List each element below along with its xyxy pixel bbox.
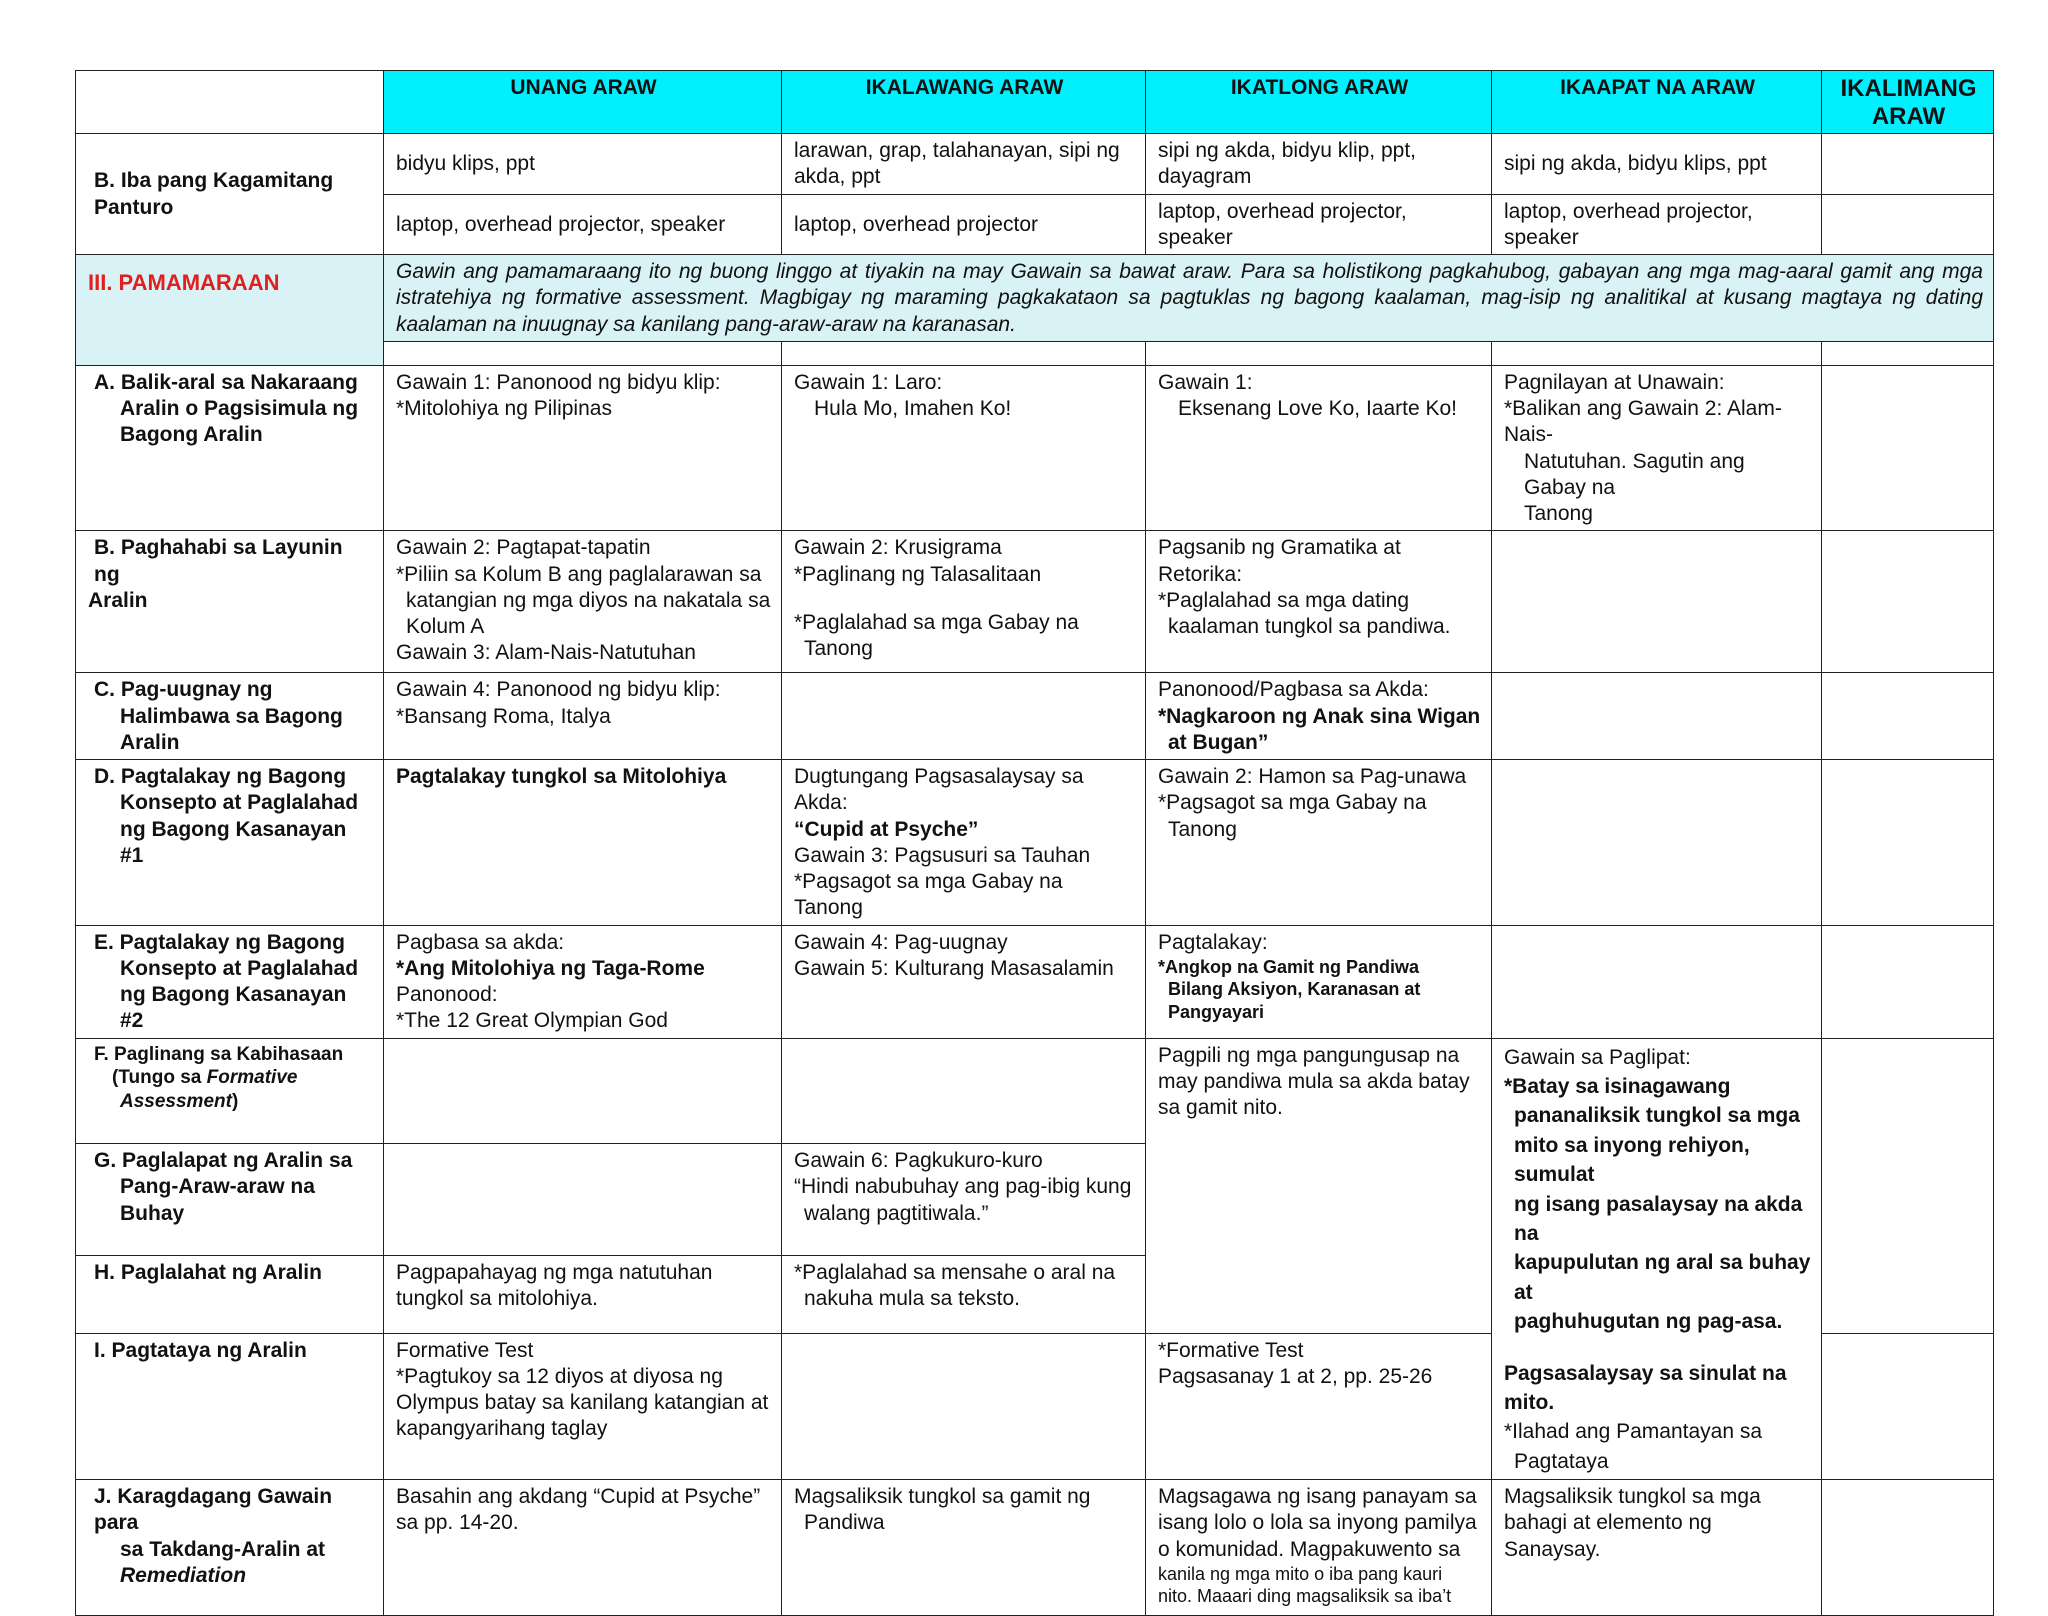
kagamitan-r1-d1: bidyu klips, ppt [384,134,782,195]
kagamitan-r2-d5 [1822,194,1994,255]
row-b-d1: Gawain 2: Pagtapat-tapatin *Piliin sa Kolum B ang paglalarawan sa katangian ng mga diyos na nakatala sa Kolum A Gawain 3: Alam-Nais-Natutuhan [384,531,782,673]
row-fgh-d3: Pagpili ng mga pangungusap na may pandiwa mula sa akda batay sa gamit nito. [1146,1038,1492,1333]
pamamaraan-label: III. PAMAMARAAN [88,270,280,296]
row-g-d2: Gawain 6: Pagkukuro-kuro “Hindi nabubuhay ang pag-ibig kung walang pagtitiwala.” [782,1144,1146,1256]
kagamitan-r1-d3: sipi ng akda, bidyu klip, ppt, dayagram [1146,134,1492,195]
spacer-d4 [1492,341,1822,365]
row-e-pagtalakay-2 [76,925,1994,1038]
spacer-d5 [1822,341,1994,365]
row-i-d5 [1822,1333,1994,1480]
row-i-d1: Formative Test *Pagtukoy sa 12 diyos at diyosa ng Olympus batay sa kanilang katangian at kapangyarihang taglay [384,1333,782,1480]
row-a-label: A. Balik-aral sa Nakaraang Aralin o Pagsisimula ng Bagong Aralin [76,365,384,531]
row-d-pagtalakay-1 [76,760,1994,926]
header-day-3: IKATLONG ARAW [1146,71,1492,134]
header-day-1: UNANG ARAW [384,71,782,134]
row-d-d5 [1822,760,1994,926]
kagamitan-r2-d1: laptop, overhead projector, speaker [384,194,782,255]
row-e-d5 [1822,925,1994,1038]
row-d-d2: Dugtungang Pagsasalaysay sa Akda: “Cupid at Psyche” Gawain 3: Pagsusuri sa Tauhan *Pagsagot sa mga Gabay na Tanong [782,760,1146,926]
row-g-d1 [384,1144,782,1256]
row-d-d1: Pagtalakay tungkol sa Mitolohiya [384,760,782,926]
header-day-2: IKALAWANG ARAW [782,71,1146,134]
pamamaraan-label-cell [76,255,384,366]
kagamitan-row-1 [76,134,1994,195]
row-e-d2: Gawain 4: Pag-uugnay Gawain 5: Kulturang Masasalamin [782,925,1146,1038]
kagamitan-r2-d2: laptop, overhead projector [782,194,1146,255]
row-b-d3: Pagsanib ng Gramatika at Retorika: *Paglalahad sa mga dating kaalaman tungkol sa pandiwa. [1146,531,1492,673]
row-h-d1: Pagpapahayag ng mga natutuhan tungkol sa mitolohiya. [384,1255,782,1333]
kagamitan-r2-d3: laptop, overhead projector, speaker [1146,194,1492,255]
spacer-d1 [384,341,782,365]
row-d-d3: Gawain 2: Hamon sa Pag-unawa *Pagsagot sa mga Gabay na Tanong [1146,760,1492,926]
kagamitan-r1-d2: larawan, grap, talahanayan, sipi ng akda, ppt [782,134,1146,195]
row-c-d1: Gawain 4: Panonood ng bidyu klip: *Bansang Roma, Italya [384,673,782,760]
row-b-label: B. Paghahabi sa Layunin ng Aralin [76,531,384,673]
row-j-d5 [1822,1480,1994,1616]
row-fghi-d4: Gawain sa Paglipat: *Batay sa isinagawang pananaliksik tungkol sa mga mito sa inyong rehiyon, sumulat ng isang pasalaysay na akda na kapupulutan ng aral sa buhay at paghuhugutan ng pag-asa. Pagsasalaysay sa sinulat na mito. *Ilahad ang Pamantayan sa Pagtataya [1492,1038,1822,1479]
row-e-d1: Pagbasa sa akda: *Ang Mitolohiya ng Taga-Rome Panonood: *The 12 Great Olympian God [384,925,782,1038]
row-e-d4 [1492,925,1822,1038]
kagamitan-label: B. Iba pang Kagamitang Panturo [76,134,384,255]
kagamitan-r1-d4: sipi ng akda, bidyu klips, ppt [1492,134,1822,195]
header-row [76,71,1994,134]
row-i-d2 [782,1333,1146,1480]
row-a-d3: Gawain 1: Eksenang Love Ko, Iaarte Ko! [1146,365,1492,531]
row-f-paglinang [76,1038,1994,1143]
row-f-label: F. Paglinang sa Kabihasaan (Tungo sa Formative Assessment) [76,1038,384,1143]
row-b-d5 [1822,531,1994,673]
spacer-d3 [1146,341,1492,365]
row-j-karagdagang-gawain [76,1480,1994,1616]
kagamitan-r2-d4: laptop, overhead projector, speaker [1492,194,1822,255]
row-g-label: G. Paglalapat ng Aralin sa Pang-Araw-araw na Buhay [76,1144,384,1256]
row-i-label: I. Pagtataya ng Aralin [76,1333,384,1480]
row-c-d4 [1492,673,1822,760]
row-j-d3: Magsagawa ng isang panayam sa isang lolo o lola sa inyong pamilya o komunidad. Magpakuwento sa kanila ng mga mito o iba pang kauri nito. Maaari ding magsaliksik sa iba’t [1146,1480,1492,1616]
daily-lesson-log-table [75,70,1994,1616]
row-h-label: H. Paglalahat ng Aralin [76,1255,384,1333]
row-i-d3: *Formative Test Pagsasanay 1 at 2, pp. 25-26 [1146,1333,1492,1480]
row-d-label: D. Pagtalakay ng Bagong Konsepto at Paglalahad ng Bagong Kasanayan #1 [76,760,384,926]
row-e-label: E. Pagtalakay ng Bagong Konsepto at Paglalahad ng Bagong Kasanayan #2 [76,925,384,1038]
header-blank-cell [76,71,384,134]
row-j-label: J. Karagdagang Gawain para sa Takdang-Aralin at Remediation [76,1480,384,1616]
row-c-label: C. Pag-uugnay ng Halimbawa sa Bagong Aralin [76,673,384,760]
row-d-d4 [1492,760,1822,926]
row-a-d2: Gawain 1: Laro: Hula Mo, Imahen Ko! [782,365,1146,531]
header-day-4: IKAAPAT NA ARAW [1492,71,1822,134]
row-b-d2: Gawain 2: Krusigrama *Paglinang ng Talasalitaan *Paglalahad sa mga Gabay na Tanong [782,531,1146,673]
spacer-d2 [782,341,1146,365]
header-day-5: IKALIMANG ARAW [1822,71,1994,134]
row-c-d5 [1822,673,1994,760]
row-a-d4: Pagnilayan at Unawain: *Balikan ang Gawain 2: Alam-Nais- Natutuhan. Sagutin ang Gabay na Tanong [1492,365,1822,531]
row-e-d3: Pagtalakay: *Angkop na Gamit ng Pandiwa Bilang Aksiyon, Karanasan at Pangyayari [1146,925,1492,1038]
row-f-d2 [782,1038,1146,1143]
row-a-d1: Gawain 1: Panonood ng bidyu klip: *Mitolohiya ng Pilipinas [384,365,782,531]
row-a-d5 [1822,365,1994,531]
row-c-d3: Panonood/Pagbasa sa Akda: *Nagkaroon ng Anak sina Wigan at Bugan” [1146,673,1492,760]
kagamitan-r1-d5 [1822,134,1994,195]
row-c-pag-uugnay [76,673,1994,760]
pamamaraan-instructions: Gawin ang pamamaraang ito ng buong linggo at tiyakin na may Gawain sa bawat araw. Para sa holistikong pagkahubog, gabayan ang mga mag-aaral gamit ang mga istratehiya ng formative assessment. Magbigay ng maraming pagkakataon sa pagtuklas ng bagong kaalaman, mag-isip ng analitikal at kusang magtaya ng dating kaalaman na inuugnay sa kanilang pang-araw-araw na karanasan. [384,255,1994,342]
row-f-d1 [384,1038,782,1143]
row-h-d2: *Paglalahad sa mensahe o aral na nakuha mula sa teksto. [782,1255,1146,1333]
row-c-d2 [782,673,1146,760]
row-fgh-d5 [1822,1038,1994,1333]
row-j-d2: Magsaliksik tungkol sa gamit ng Pandiwa [782,1480,1146,1616]
pamamaraan-row [76,255,1994,342]
lesson-plan-document [75,70,1994,1616]
row-a-balik-aral [76,365,1994,531]
row-b-d4 [1492,531,1822,673]
row-j-d4: Magsaliksik tungkol sa mga bahagi at elemento ng Sanaysay. [1492,1480,1822,1616]
row-b-paghahabi [76,531,1994,673]
row-j-d1: Basahin ang akdang “Cupid at Psyche” sa pp. 14-20. [384,1480,782,1616]
